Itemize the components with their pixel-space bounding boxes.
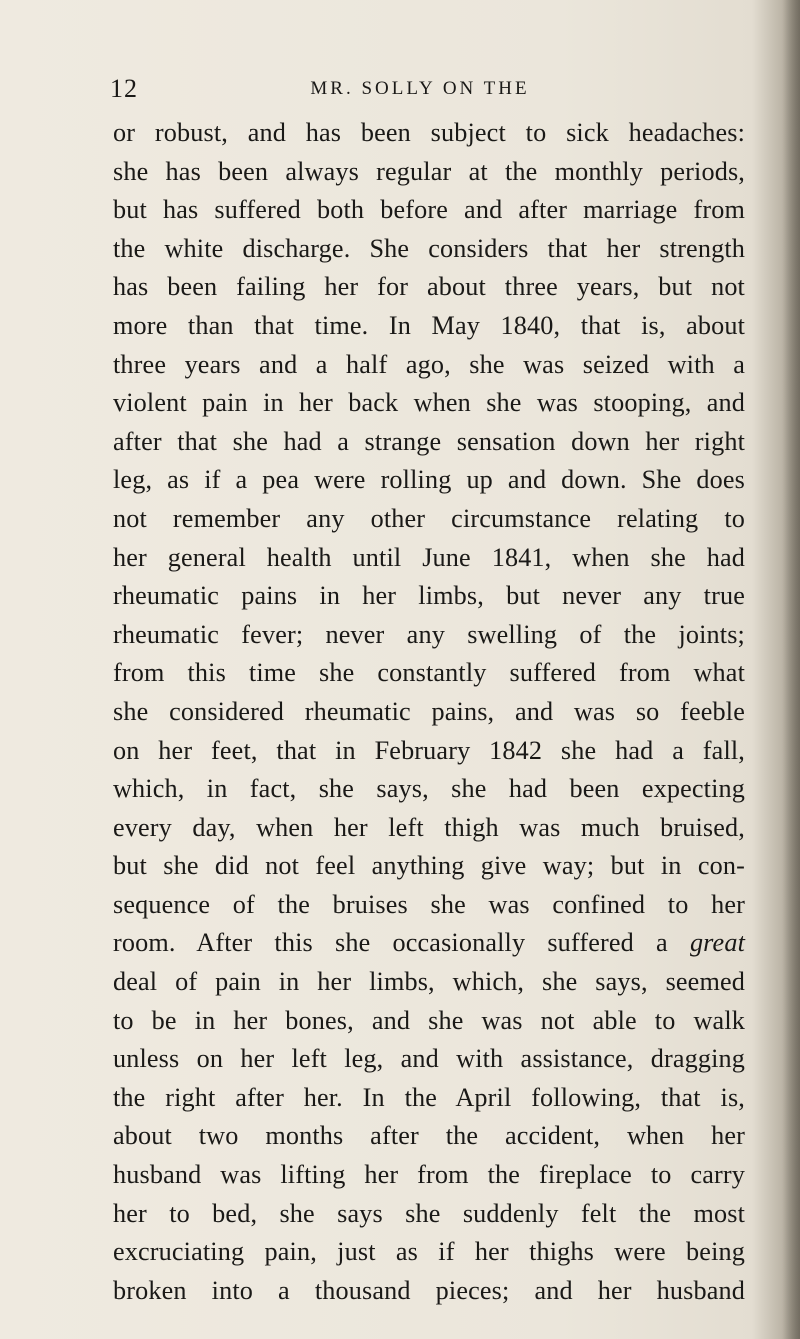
page-edge-shadow <box>782 0 800 1339</box>
running-head: MR. SOLLY ON THE <box>310 78 530 99</box>
text-line-3: but has suffered both before and after marriage from <box>113 195 745 225</box>
page-number: 12 <box>110 74 138 103</box>
text-line-6: more than that time. In May 1840, that is, about <box>113 310 745 340</box>
text-line-21: sequence of the bruises she was confined to her <box>113 889 745 919</box>
text-line-15: from this time she constantly suffered from what <box>113 658 745 688</box>
text-line-17: on her feet, that in February 1842 she had a fall, <box>113 735 745 765</box>
text-line-11: not remember any other circumstance relating to <box>113 503 745 533</box>
text-line-14: rheumatic fever; never any swelling of the joints; <box>113 619 745 649</box>
text-line-19: every day, when her left thigh was much bruised, <box>113 812 745 842</box>
text-line-13: rheumatic pains in her limbs, but never any true <box>113 581 745 611</box>
text-line-23: deal of pain in her limbs, which, she says, seemed <box>113 967 745 997</box>
text-line-10: leg, as if a pea were rolling up and down. She does <box>113 465 745 495</box>
text-line-12: her general health until June 1841, when she had <box>113 542 745 572</box>
text-line-30: excruciating pain, just as if her thighs were being <box>113 1237 745 1267</box>
body-text <box>113 114 745 1310</box>
page-header <box>110 74 730 106</box>
text-line-22-main: room. After this she occasionally suffered a <box>113 928 668 958</box>
text-line-22 <box>113 924 745 963</box>
italic-emphasis: great <box>689 928 745 958</box>
text-line-9: after that she had a strange sensation down her right <box>113 426 745 456</box>
text-line-31: broken into a thousand pieces; and her husband <box>113 1275 745 1305</box>
text-line-24: to be in her bones, and she was not able to walk <box>113 1005 745 1035</box>
text-line-5: has been failing her for about three years, but not <box>113 272 745 302</box>
text-line-28: husband was lifting her from the fireplace to carry <box>113 1160 745 1190</box>
text-line-8: violent pain in her back when she was stooping, and <box>113 388 745 418</box>
text-line-25: unless on her left leg, and with assistance, dragging <box>113 1044 745 1074</box>
text-line-29: her to bed, she says she suddenly felt the most <box>113 1198 745 1228</box>
text-line-18: which, in fact, she says, she had been expecting <box>113 774 745 804</box>
text-line-26: the right after her. In the April following, that is, <box>113 1082 745 1112</box>
text-line-20: but she did not feel anything give way; but in con- <box>113 851 745 881</box>
text-line-16: she considered rheumatic pains, and was so feeble <box>113 696 745 726</box>
text-line-27: about two months after the accident, when her <box>113 1121 745 1151</box>
text-line-7: three years and a half ago, she was seized with a <box>113 349 745 379</box>
text-line-4: the white discharge. She considers that her strength <box>113 233 745 263</box>
text-line-2: she has been always regular at the monthly periods, <box>113 156 745 186</box>
text-line-1: or robust, and has been subject to sick headaches: <box>113 118 745 147</box>
